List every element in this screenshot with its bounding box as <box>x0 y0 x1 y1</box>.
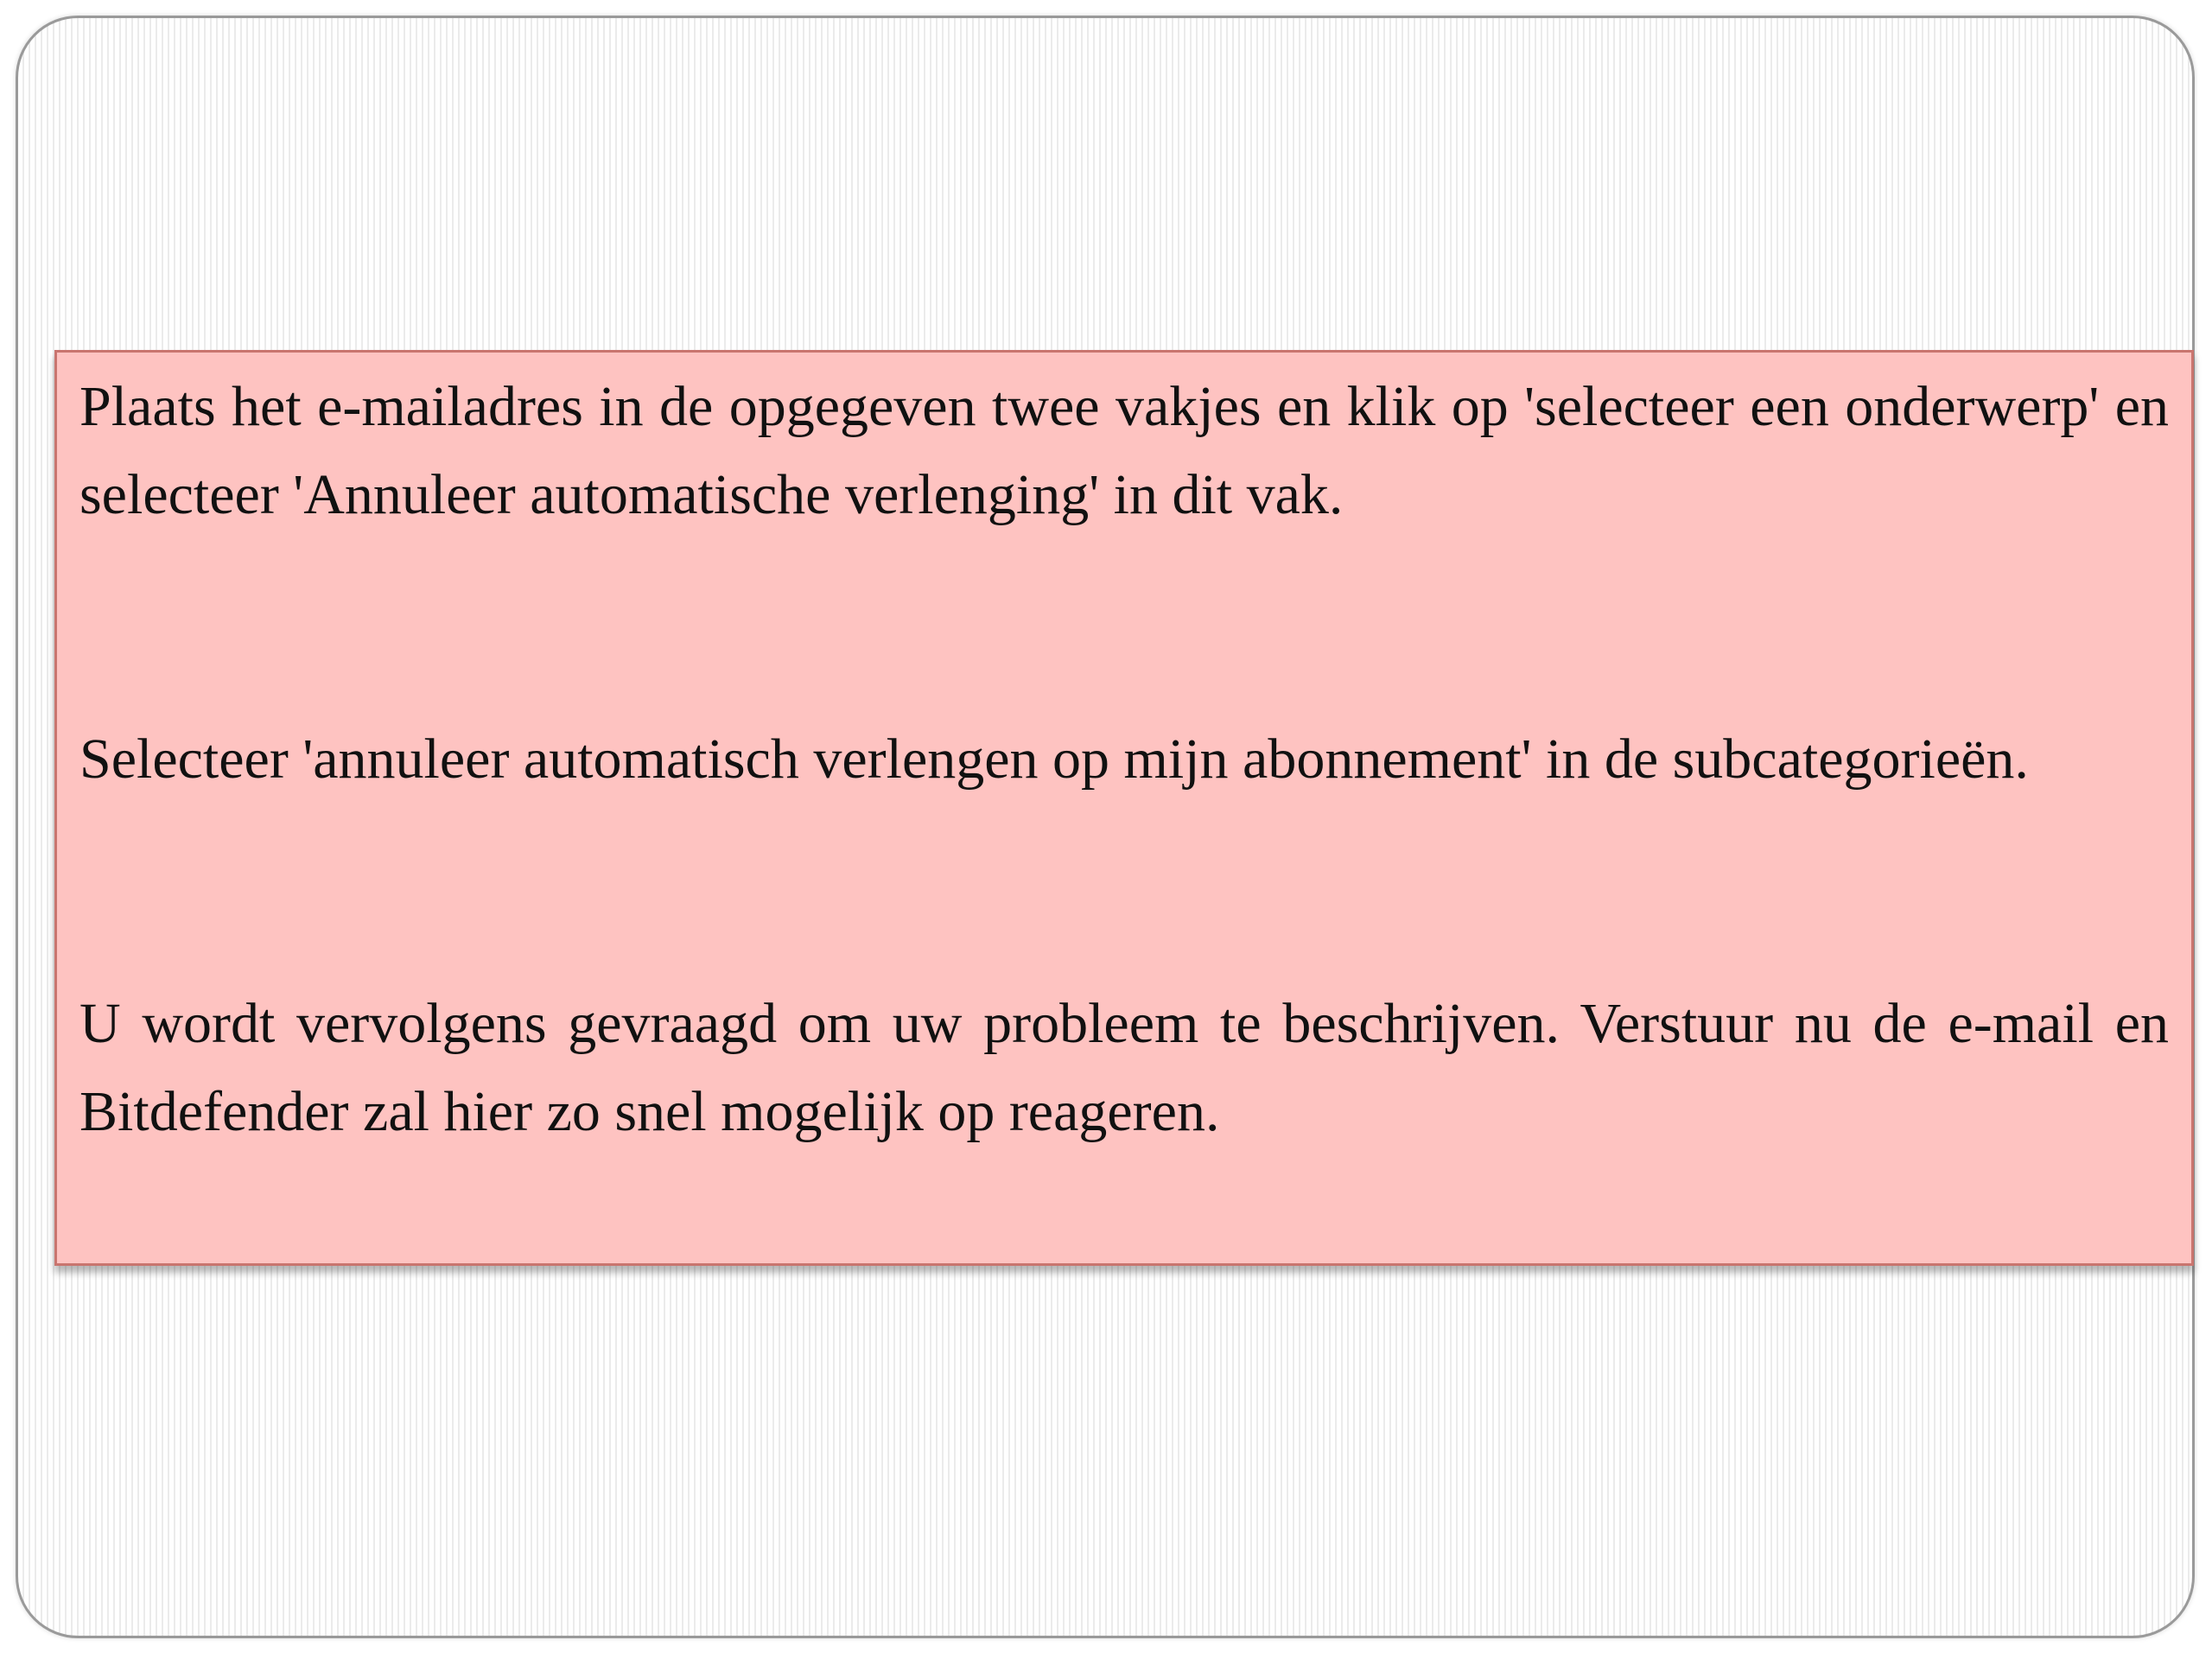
paragraph-subcategory: Selecteer 'annuleer automatisch verlengen op mijn abonnement' in de subcategorieën. <box>79 728 2029 791</box>
slide-frame <box>16 16 2195 1638</box>
paragraph-spacer <box>79 539 2169 715</box>
instruction-text-box <box>54 350 2194 1266</box>
paragraph-spacer <box>79 804 2169 980</box>
paragraph-email-subject: Plaats het e-mailadres in de opgegeven twee vakjes en klik op 'selecteer een onderwerp' en selecteer 'Annuleer automatische verlenging' in dit vak. <box>79 375 2169 526</box>
paragraph-send-email: U wordt vervolgens gevraagd om uw probleem te beschrijven. Verstuur nu de e-mail en Bitdefender zal hier zo snel mogelijk op reageren. <box>79 992 2169 1143</box>
